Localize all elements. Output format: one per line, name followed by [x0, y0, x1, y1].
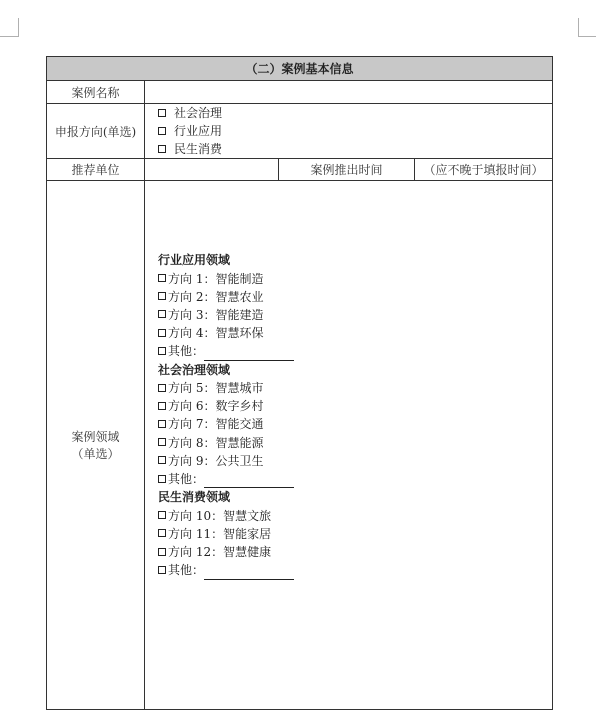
recommender-row — [47, 159, 553, 181]
other-input-line[interactable] — [204, 567, 294, 580]
direction-row — [47, 104, 553, 159]
checkbox-icon[interactable] — [158, 548, 166, 556]
field-option-label: 方向 7：智能交通 — [168, 417, 264, 432]
checkbox-icon[interactable] — [158, 529, 166, 537]
checkbox-icon[interactable] — [158, 109, 166, 117]
case-name-label: 案例名称 — [47, 81, 145, 104]
field-option[interactable] — [158, 270, 549, 288]
case-info-table — [46, 56, 553, 710]
field-option[interactable] — [158, 397, 549, 415]
field-option[interactable] — [158, 415, 549, 433]
field-option-label: 方向 6：数字乡村 — [168, 399, 264, 414]
crop-mark-top-right — [578, 18, 596, 37]
field-option[interactable] — [158, 434, 549, 452]
field-option-label: 方向 12：智慧健康 — [168, 545, 272, 560]
field-option[interactable] — [158, 543, 549, 561]
case-field-label: 案例领域 （单选） — [47, 181, 145, 710]
direction-option[interactable]: 社会治理 — [148, 104, 549, 122]
other-input-line[interactable] — [204, 348, 294, 361]
field-option-label: 方向 11：智能家居 — [168, 526, 272, 541]
checkbox-icon[interactable] — [158, 402, 166, 410]
checkbox-icon[interactable] — [158, 310, 166, 318]
field-option-label: 方向 9：公共卫生 — [168, 453, 264, 468]
direction-label: 申报方向(单选) — [47, 104, 145, 159]
field-option-label: 方向 10：智慧文旅 — [168, 508, 272, 523]
recommender-field[interactable] — [145, 159, 279, 181]
checkbox-icon[interactable] — [158, 347, 166, 355]
other-option[interactable] — [158, 470, 549, 488]
field-option[interactable] — [158, 288, 549, 306]
field-option[interactable] — [158, 525, 549, 543]
other-option[interactable] — [158, 561, 549, 579]
field-option-label: 方向 3：智能建造 — [168, 307, 264, 322]
checkbox-icon[interactable] — [158, 127, 166, 135]
other-option[interactable] — [158, 342, 549, 360]
field-sections — [148, 247, 549, 580]
other-input-line[interactable] — [204, 475, 294, 488]
other-label: 其他： — [168, 563, 205, 578]
checkbox-icon[interactable] — [158, 292, 166, 300]
launch-time-hint[interactable]: （应不晚于填报时间） — [415, 159, 553, 181]
case-name-row — [47, 81, 553, 104]
field-option-label: 方向 5：智慧城市 — [168, 381, 264, 396]
other-label: 其他： — [168, 344, 205, 359]
checkbox-icon[interactable] — [158, 145, 166, 153]
checkbox-icon[interactable] — [158, 566, 166, 574]
direction-option[interactable]: 民生消费 — [148, 140, 549, 158]
checkbox-icon[interactable] — [158, 475, 166, 483]
checkbox-icon[interactable] — [158, 511, 166, 519]
case-field-options — [145, 181, 553, 710]
case-field-row — [47, 181, 553, 710]
field-option-label: 方向 4：智慧环保 — [168, 326, 264, 341]
field-option[interactable] — [158, 306, 549, 324]
section-title: 行业应用领域 — [158, 253, 231, 267]
field-option-label: 方向 2：智慧农业 — [168, 289, 264, 304]
section-title: 民生消费领域 — [158, 490, 231, 505]
field-option[interactable] — [158, 452, 549, 470]
checkbox-icon[interactable] — [158, 456, 166, 464]
field-option-label: 方向 8：智慧能源 — [168, 435, 264, 450]
checkbox-icon[interactable] — [158, 438, 166, 446]
field-option[interactable] — [158, 379, 549, 397]
table-title: （二）案例基本信息 — [47, 57, 553, 81]
field-option-label: 方向 1：智能制造 — [168, 271, 264, 286]
launch-time-label: 案例推出时间 — [279, 159, 415, 181]
direction-options — [145, 104, 553, 159]
direction-option[interactable]: 行业应用 — [148, 122, 549, 140]
other-label: 其他： — [168, 472, 205, 487]
checkbox-icon[interactable] — [158, 384, 166, 392]
checkbox-icon[interactable] — [158, 274, 166, 282]
field-option[interactable] — [158, 507, 549, 525]
checkbox-icon[interactable] — [158, 329, 166, 337]
crop-mark-top-left — [0, 18, 19, 37]
recommender-label: 推荐单位 — [47, 159, 145, 181]
table-header-row — [47, 57, 553, 81]
case-name-field[interactable] — [145, 81, 553, 104]
field-option[interactable] — [158, 324, 549, 342]
checkbox-icon[interactable] — [158, 420, 166, 428]
section-title: 社会治理领域 — [158, 362, 231, 377]
